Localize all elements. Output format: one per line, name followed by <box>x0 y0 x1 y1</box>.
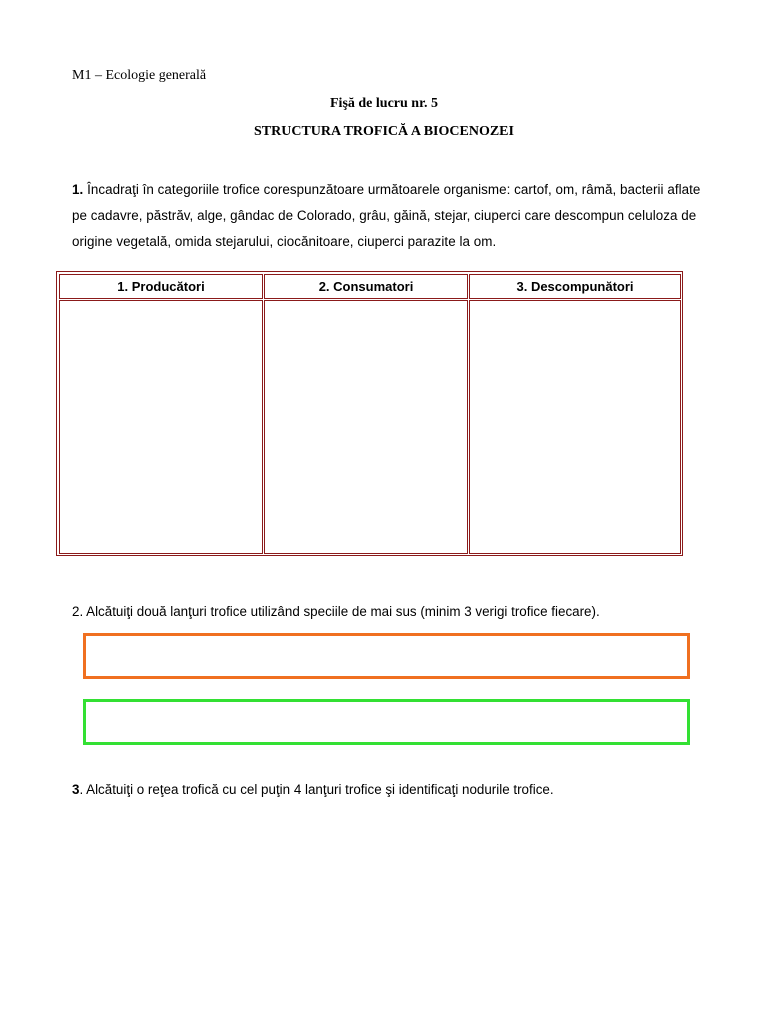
header-producers: 1. Producători <box>59 274 263 299</box>
producers-answer-cell[interactable] <box>59 300 263 554</box>
trophic-categories-table <box>56 271 683 556</box>
consumers-answer-cell[interactable] <box>264 300 468 554</box>
question-3 <box>72 782 554 797</box>
question-1-text: Încadraţi în categoriile trofice corespunzătoare următoarele organisme: cartof, om, râmă, bacterii aflate pe cadavre, păstrăv, alge, gândac de Colorado, grâu, găină, stejar, ciuperci care descompun celuloza de origine vegetală, omida stejarului, ciocănitoare, ciuperci parazite la om. <box>72 182 701 249</box>
course-header: M1 – Ecologie generală <box>72 68 207 83</box>
question-3-number: 3 <box>72 782 80 797</box>
decomposers-answer-cell[interactable] <box>469 300 681 554</box>
header-decomposers: 3. Descompunători <box>469 274 681 299</box>
page-title: STRUCTURA TROFICĂ A BIOCENOZEI <box>254 124 514 139</box>
question-1 <box>72 177 702 255</box>
food-chain-1-answer-box[interactable] <box>83 633 690 679</box>
food-chain-2-answer-box[interactable] <box>83 699 690 745</box>
question-1-number: 1. <box>72 182 84 197</box>
worksheet-number: Fişă de lucru nr. 5 <box>330 96 438 111</box>
question-2: 2. Alcătuiţi două lanţuri trofice utilizând speciile de mai sus (minim 3 verigi trofice fiecare). <box>72 604 600 619</box>
question-3-text: . Alcătuiţi o reţea trofică cu cel puţin 4 lanţuri trofice şi identificaţi nodurile trofice. <box>79 782 554 797</box>
header-consumers: 2. Consumatori <box>264 274 468 299</box>
